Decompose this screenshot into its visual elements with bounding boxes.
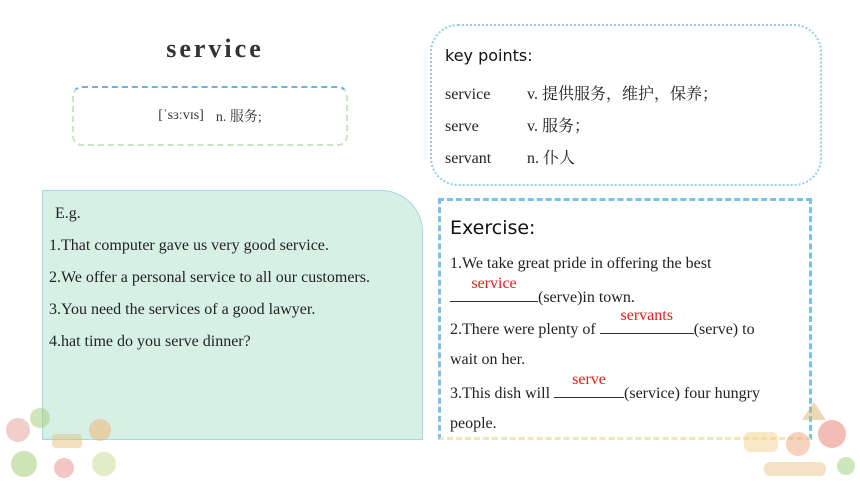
exercise-q3-line1 bbox=[450, 371, 760, 403]
part-of-speech: n. 服务; bbox=[215, 110, 262, 125]
vegetables-decoration bbox=[0, 400, 132, 484]
key-point-meaning: v. 提供服务，维护，保养； bbox=[527, 86, 718, 103]
key-points-box bbox=[430, 24, 822, 186]
example-sentence: 4.hat time do you serve dinner? bbox=[49, 333, 251, 350]
examples-label: E.g. bbox=[55, 205, 81, 222]
key-point-row bbox=[445, 145, 575, 168]
answer-text: servants bbox=[620, 307, 673, 324]
exercise-q3-line2: people. bbox=[450, 415, 497, 432]
exercise-q3-hint: (service) four hungry bbox=[624, 385, 760, 402]
exercise-q1-line2 bbox=[450, 275, 635, 307]
key-point-word: serve bbox=[445, 118, 479, 135]
answer-blank bbox=[450, 275, 538, 302]
answer-blank bbox=[554, 371, 624, 398]
key-point-word: servant bbox=[445, 150, 492, 167]
exercise-q1-hint: (serve)in town. bbox=[538, 289, 635, 306]
key-point-row bbox=[445, 113, 590, 136]
example-sentence: 2.We offer a personal service to all our customers. bbox=[49, 269, 370, 286]
word-title: service bbox=[166, 34, 264, 63]
answer-blank bbox=[600, 307, 694, 334]
answer-text: service bbox=[471, 275, 517, 292]
key-point-meaning: n. 仆人 bbox=[527, 150, 576, 167]
example-sentence: 3.You need the services of a good lawyer. bbox=[49, 301, 316, 318]
key-points-title: key points: bbox=[445, 46, 533, 65]
exercise-q2-hint: (serve) to bbox=[693, 321, 755, 338]
key-point-row bbox=[445, 81, 718, 104]
key-point-word: service bbox=[445, 86, 491, 103]
answer-text: serve bbox=[572, 371, 606, 388]
exercise-q1-line1: 1.We take great pride in offering the best bbox=[450, 255, 712, 272]
food-decoration bbox=[734, 392, 860, 484]
key-point-meaning: v. 服务； bbox=[527, 118, 590, 135]
exercise-q2-text: 2.There were plenty of bbox=[450, 321, 600, 338]
phonetic-box bbox=[72, 86, 348, 146]
phonetic: [ˈsɜːvɪs] bbox=[158, 108, 204, 123]
exercise-q2-line2: wait on her. bbox=[450, 351, 526, 368]
exercise-q3-text: 3.This dish will bbox=[450, 385, 555, 402]
exercise-q2-line1 bbox=[450, 307, 755, 339]
example-sentence: 1.That computer gave us very good service. bbox=[49, 237, 329, 254]
exercise-title: Exercise: bbox=[450, 217, 536, 239]
